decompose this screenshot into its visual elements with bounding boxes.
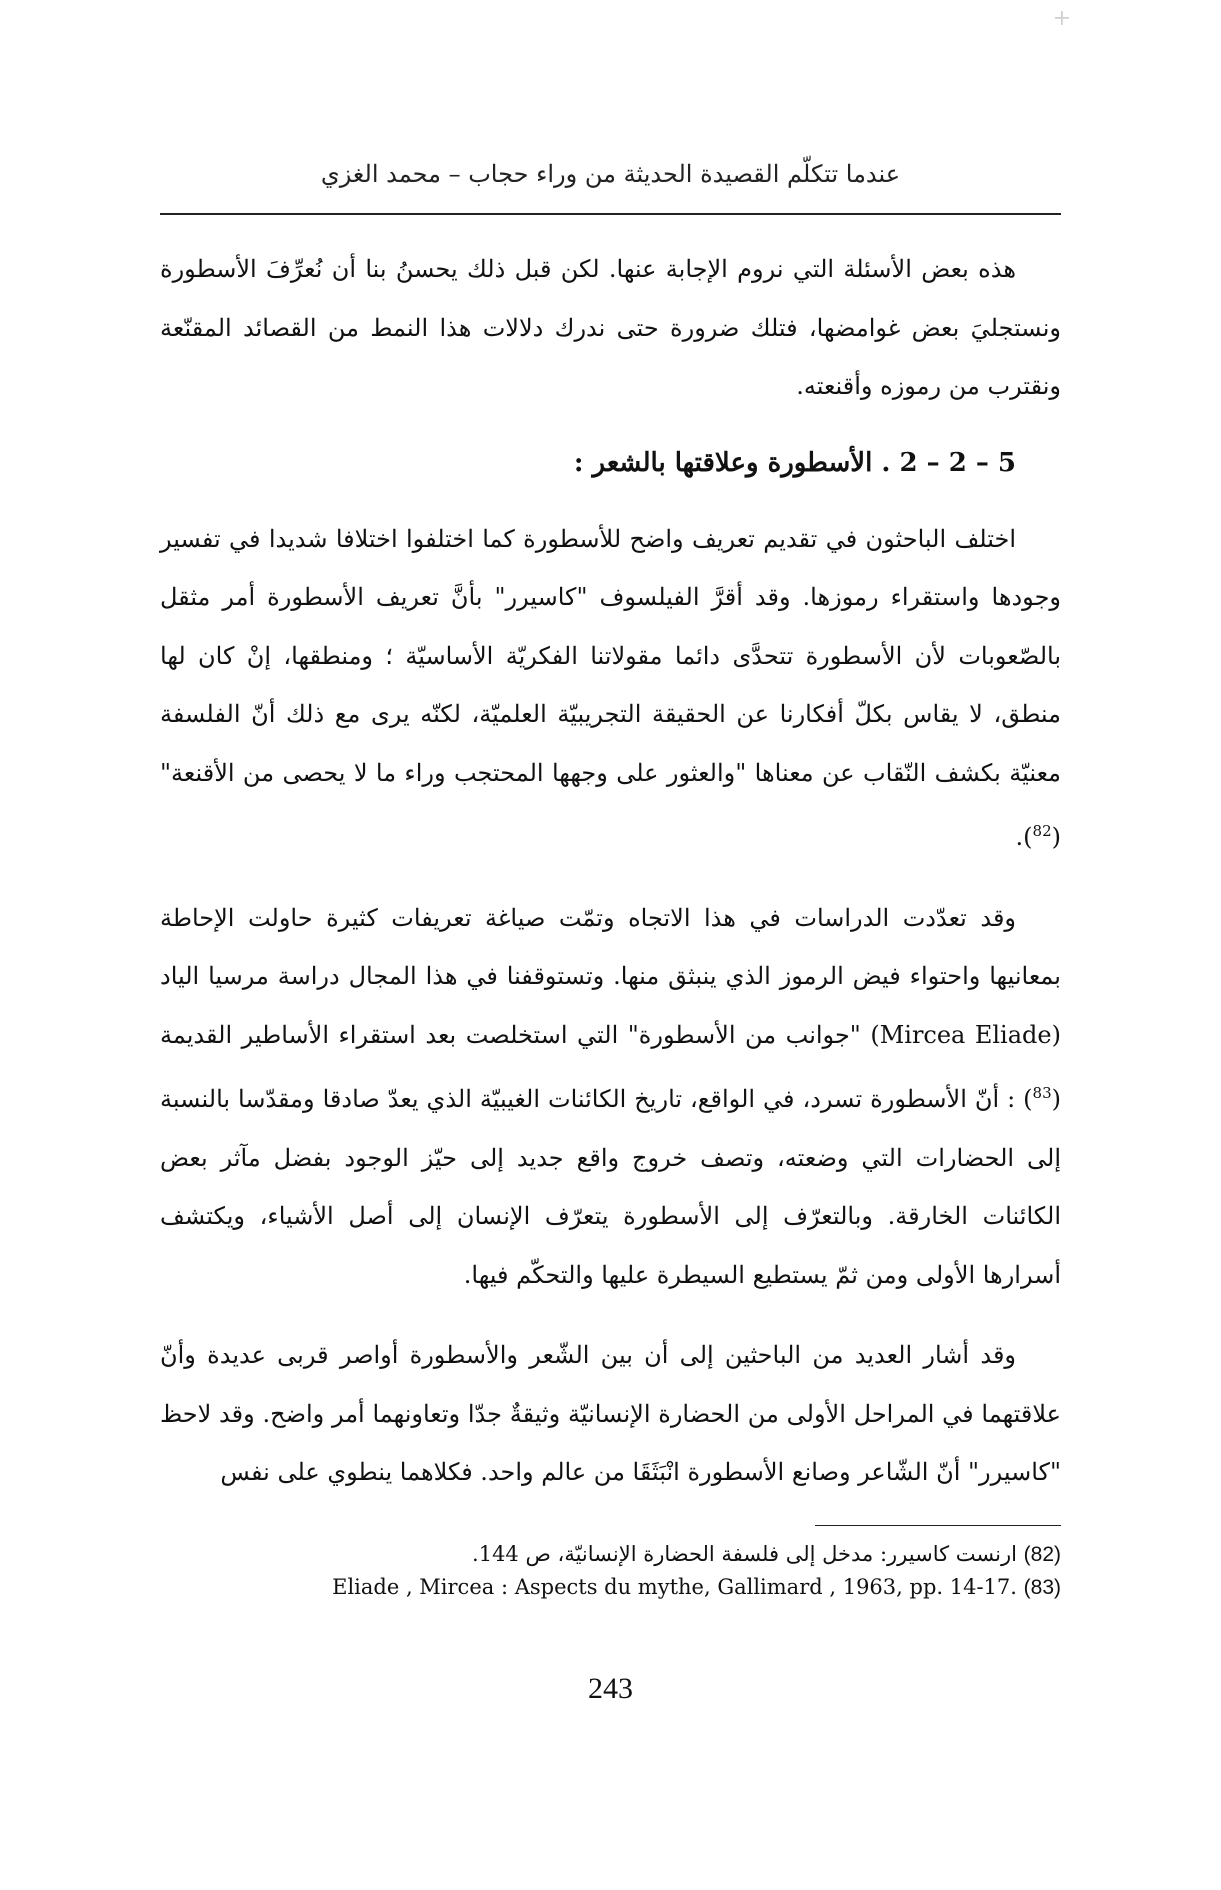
footnote-divider bbox=[815, 1525, 1061, 1526]
running-header: عندما تتكلّم القصيدة الحديثة من وراء حجاب – محمد الغزي bbox=[320, 160, 901, 188]
footnote-ref-82[interactable]: 82 bbox=[1032, 822, 1052, 840]
header-divider bbox=[160, 213, 1061, 215]
footnotes bbox=[160, 1538, 1061, 1604]
intro-paragraph: هذه بعض الأسئلة التي نروم الإجابة عنها. لكن قبل ذلك يحسنُ بنا أن نُعرِّفَ الأسطورة ونستجليَ بعض غوامضها، فتلك ضرورة حتى ندرك دلالات هذا النمط من القصائد المقنّعة ونقترب من رموزه وأقنعته. bbox=[160, 255, 1061, 400]
paragraph-2: وقد تعدّدت الدراسات في هذا الاتجاه وتمّت صياغة تعريفات كثيرة حاولت الإحاطة بمعانيها واحتواء فيض الرموز الذي ينبثق منها. وتستوقفنا في هذا المجال دراسة مرسيا الياد (Mircea Eliade) "جوانب من الأسطورة" التي استخلصت بعد استقراء الأساطير القديمة ($^{83}$) : أنّ الأسطورة تسرد، في الواقع، تاريخ الكائنات الغيبيّة الذي يعدّ صادقا ومقدّسا بالنسبة إلى الحضارات التي وضعته، وتصف خروج واقع جديد إلى حيّز الوجود بفضل مآثر بعض الكائنات الخارقة. وبالتعرّف إلى الأسطورة يتعرّف الإنسان إلى أصل الأشياء، ويكتشف أسرارها الأولى ومن ثمّ يستطيع السيطرة عليها والتحكّم فيها. bbox=[160, 903, 1061, 1289]
footnote-ref-83[interactable]: 83 bbox=[1032, 1084, 1052, 1102]
section-heading: 5 – 2 – 2 . الأسطورة وعلاقتها بالشعر : bbox=[573, 447, 1016, 478]
paragraph-1: اختلف الباحثون في تقديم تعريف واضح للأسطورة كما اختلفوا اختلافا شديدا في تفسير وجودها واستقراء رموزها. وقد أقرَّ الفيلسوف "كاسيرر" بأنَّ تعريف الأسطورة أمر مثقل بالصّعوبات لأن الأسطورة تتحدَّى دائما مقولاتنا الفكريّة الأساسيّة ؛ ومنطقها، إنْ كان لها منطق، لا يقاس بكلّ أفكارنا عن الحقيقة التجريبيّة العلميّة، لكنّه يرى مع ذلك أنّ الفلسفة معنيّة بكشف النّقاب عن معناها "والعثور على وجهها المحتجب وراء ما لا يحصى من الأقنعة" ($^{82}$). bbox=[160, 524, 1061, 851]
paragraph-3: وقد أشار العديد من الباحثين إلى أن بين الشّعر والأسطورة أواصر قربى عديدة وأنّ علاقتهما في المراحل الأولى من الحضارة الإنسانيّة وثيقةٌ جدّا وتعاونهما أمر واضح. وقد لاحظ "كاسيرر" أنّ الشّاعر وصانع الأسطورة انْبَثَقَا من عالم واحد. فكلاهما ينطوي على نفس bbox=[160, 1341, 1061, 1486]
footnote-82: (82) ارنست كاسيرر: مدخل إلى فلسفة الحضارة الإنسانيّة، ص 144. bbox=[472, 1542, 1061, 1566]
footnote-83: (83) Eliade , Mircea : Aspects du mythe, Gallimard , 1963, pp. 14-17. bbox=[332, 1575, 1061, 1599]
page-number: 243 bbox=[588, 1672, 633, 1705]
crop-mark: + bbox=[1052, 6, 1071, 31]
page-body bbox=[160, 240, 1061, 1524]
